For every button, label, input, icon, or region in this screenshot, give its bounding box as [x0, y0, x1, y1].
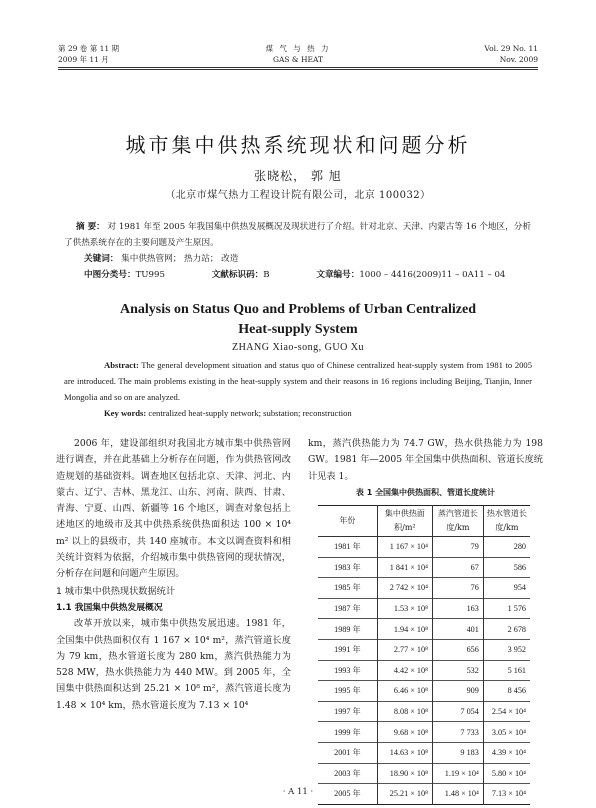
keywords-en-text: centralized heat-supply network; substation; reconstruction [148, 408, 352, 418]
abstract-cn [64, 219, 534, 251]
table-cell: 1.53 × 10⁸ [377, 598, 432, 619]
table-cell: 586 [483, 557, 530, 578]
volume-issue: 第 29 卷 第 11 期 [58, 44, 120, 53]
paper-title-en-line1: Analysis on Status Quo and Problems of Urban Centralized [119, 302, 476, 317]
table-cell: 1.19 × 10⁴ [432, 763, 483, 784]
table-cell: 4.42 × 10⁸ [377, 660, 432, 681]
table-header-steam: 蒸汽管道长度/km [432, 506, 483, 537]
classification-line [84, 267, 554, 283]
affiliation-cn: （北京市煤气热力工程设计院有限公司，北京 100032） [165, 190, 431, 201]
page-number: · A 11 · [282, 787, 314, 797]
table-cell: 2001 年 [318, 742, 377, 763]
table-cell: 2 678 [483, 619, 530, 640]
abstract-en-text: The general development situation and status quo of Chinese centralized heat-supply system from 1981 to 2005 are introduced. The main problems existing in the heat-supply system and their reasons in 16 regions including Beijing, Tianjin, Inner Mongolia and so on are analyzed. [64, 360, 533, 402]
doc-code-label: 文献标识码： [211, 270, 264, 280]
table-cell: 7 733 [432, 722, 483, 743]
table-header-water: 热水管道长度/km [483, 506, 530, 537]
table-cell: 1999 年 [318, 722, 377, 743]
data-table [318, 505, 530, 805]
table-cell: 8.08 × 10⁸ [377, 701, 432, 722]
table-cell: 2005 年 [318, 784, 377, 805]
issue-date-en: Nov. 2009 [499, 55, 538, 64]
table-cell: 401 [432, 619, 483, 640]
table-cell: 532 [432, 660, 483, 681]
journal-name-cn: 煤 气 与 热 力 [265, 44, 331, 53]
table-cell: 3 952 [483, 639, 530, 660]
table-cell: 4.39 × 10⁴ [483, 742, 530, 763]
table-cell: 1983 年 [318, 557, 377, 578]
paragraph-1-1: 改革开放以来，城市集中供热发展迅速。1981 年，全国集中供热面积仅有 1 167 × 10⁴ m²，蒸汽管道长度为 79 km，热水管道长度为 280 km，蒸汽供热能力为 528 MW，热水供热能力为 440 MW。到 2005 年，全国集中供热面积达到 25.21 × 10⁸ m²，蒸汽管道长度为 1.48 × 10⁴ km，热水管道长度为 7.13 × 10⁴ [56, 618, 291, 711]
table-cell: 1985 年 [318, 578, 377, 599]
table-cell: 1 167 × 10⁴ [377, 537, 432, 558]
table-cell: 1 841 × 10⁴ [377, 557, 432, 578]
clc-label: 中图分类号： [84, 270, 136, 280]
table-cell: 3.05 × 10⁴ [483, 722, 530, 743]
abstract-en [64, 357, 532, 405]
table-cell: 1991 年 [318, 639, 377, 660]
table-cell: 79 [432, 537, 483, 558]
paragraph-continued: km，蒸汽供热能力为 74.7 GW，热水供热能力为 198 GW。1981 年—2005 年全国集中供热面积、管道长度统计见表 1。 [308, 438, 543, 482]
table-cell: 7.13 × 10⁴ [483, 784, 530, 805]
keywords-en-label: Key words: [104, 408, 147, 418]
abstract-cn-text: 对 1981 年至 2005 年我国集中供热发展概况及现状进行了介绍。针对北京、天津、内蒙古等 16 个地区，分析了供热系统存在的主要问题及产生原因。 [64, 222, 531, 248]
subsection-heading-1-1: 1.1 我国集中供热发展概况 [56, 602, 163, 613]
table-cell: 8 456 [483, 681, 530, 702]
table-cell: 1995 年 [318, 681, 377, 702]
table-cell: 1997 年 [318, 701, 377, 722]
body-column-right [308, 436, 543, 485]
table-cell: 14.63 × 10⁸ [377, 742, 432, 763]
table-cell: 25.21 × 10⁸ [377, 784, 432, 805]
keywords-cn-text: 集中供热管网； 热力站； 改造 [121, 254, 239, 264]
table-header-year: 年份 [318, 506, 377, 537]
volume-issue-en: Vol. 29 No. 11 [484, 44, 538, 53]
table-cell: 6.46 × 10⁸ [377, 681, 432, 702]
table-caption: 表 1 全国集中供热面积、管道长度统计 [355, 488, 496, 497]
paper-title-en-line2: Heat-supply System [238, 322, 358, 337]
journal-name-en: GAS & HEAT [272, 55, 323, 64]
table-cell: 5 161 [483, 660, 530, 681]
table-cell: 9 183 [432, 742, 483, 763]
table-cell: 7 054 [432, 701, 483, 722]
table-cell: 909 [432, 681, 483, 702]
table-cell: 656 [432, 639, 483, 660]
authors-cn: 张晓松， 郭 旭 [254, 169, 342, 183]
table-row [318, 660, 530, 681]
table-row [318, 578, 530, 599]
table-row [318, 598, 530, 619]
table-row [318, 557, 530, 578]
header-rule [58, 67, 538, 68]
keywords-cn-label: 关键词： [84, 254, 119, 264]
table-cell: 2 742 × 10⁴ [377, 578, 432, 599]
paper-title-cn: 城市集中供热系统现状和问题分析 [125, 133, 471, 157]
table-cell: 9.68 × 10⁸ [377, 722, 432, 743]
table-cell: 5.80 × 10⁴ [483, 763, 530, 784]
table-cell: 67 [432, 557, 483, 578]
table-row [318, 763, 530, 784]
table-cell: 1981 年 [334, 542, 361, 552]
article-no-value: 1000 – 4416(2009)11 – 0A11 – 04 [359, 270, 506, 280]
table-cell: 2003 年 [318, 763, 377, 784]
doc-code-value: B [263, 270, 270, 280]
table-cell: 1.48 × 10⁴ [432, 784, 483, 805]
table-cell: 1993 年 [318, 660, 377, 681]
table-cell: 1987 年 [318, 598, 377, 619]
table-row [318, 639, 530, 660]
issue-date: 2009 年 11 月 [58, 55, 109, 64]
running-header-right [484, 43, 538, 65]
keywords-cn [84, 251, 554, 267]
table-body [318, 537, 530, 805]
section-heading-1: 1 城市集中供热现状数据统计 [56, 585, 176, 597]
table-cell: 2.54 × 10⁴ [483, 701, 530, 722]
table-row [318, 681, 530, 702]
table-cell: 18.90 × 10⁸ [377, 763, 432, 784]
body-column-left [56, 436, 291, 714]
table-row [318, 742, 530, 763]
intro-paragraph: 2006 年，建设部组织对我国北方城市集中供热管网进行调查，并在此基础上分析存在问题，作为供热管网改造规划的基础资料。调查地区包括北京、天津、河北、内蒙古、辽宁、吉林、黑龙江、山东、河南、陕西、甘肃、青海、宁夏、山西、新疆等 16 个地区，调查对象包括上述地区的地级市及其中供热系统供热面积达 100 × 10⁴ m² 以上的县级市，共 140 座城市。本文以调查资料和相关统计资料为依据，介绍城市集中供热管网的现状情况，分析存在问题和问题产生原因。 [56, 438, 291, 580]
paper-title-en [0, 300, 596, 340]
table-cell: 280 [483, 537, 530, 558]
table-header-area: 集中供热面积/m² [377, 506, 432, 537]
table-row [318, 537, 530, 558]
table-cell: 1.94 × 10⁸ [377, 619, 432, 640]
authors-en: ZHANG Xiao-song, GUO Xu [231, 342, 365, 353]
header-rule-double [58, 69, 538, 70]
table-row [318, 701, 530, 722]
article-no-label: 文章编号： [316, 270, 360, 280]
table-cell: 1 576 [483, 598, 530, 619]
table-cell: 76 [432, 578, 483, 599]
abstract-en-label: Abstract: [104, 360, 139, 370]
abstract-cn-label: 摘 要： [76, 222, 105, 232]
table-row [318, 619, 530, 640]
table-cell: 163 [432, 598, 483, 619]
table-cell: 2.77 × 10⁸ [377, 639, 432, 660]
clc-value: TU995 [135, 270, 165, 280]
keywords-en [104, 405, 352, 421]
table-row [318, 722, 530, 743]
table-cell: 1989 年 [318, 619, 377, 640]
table-cell: 954 [483, 578, 530, 599]
